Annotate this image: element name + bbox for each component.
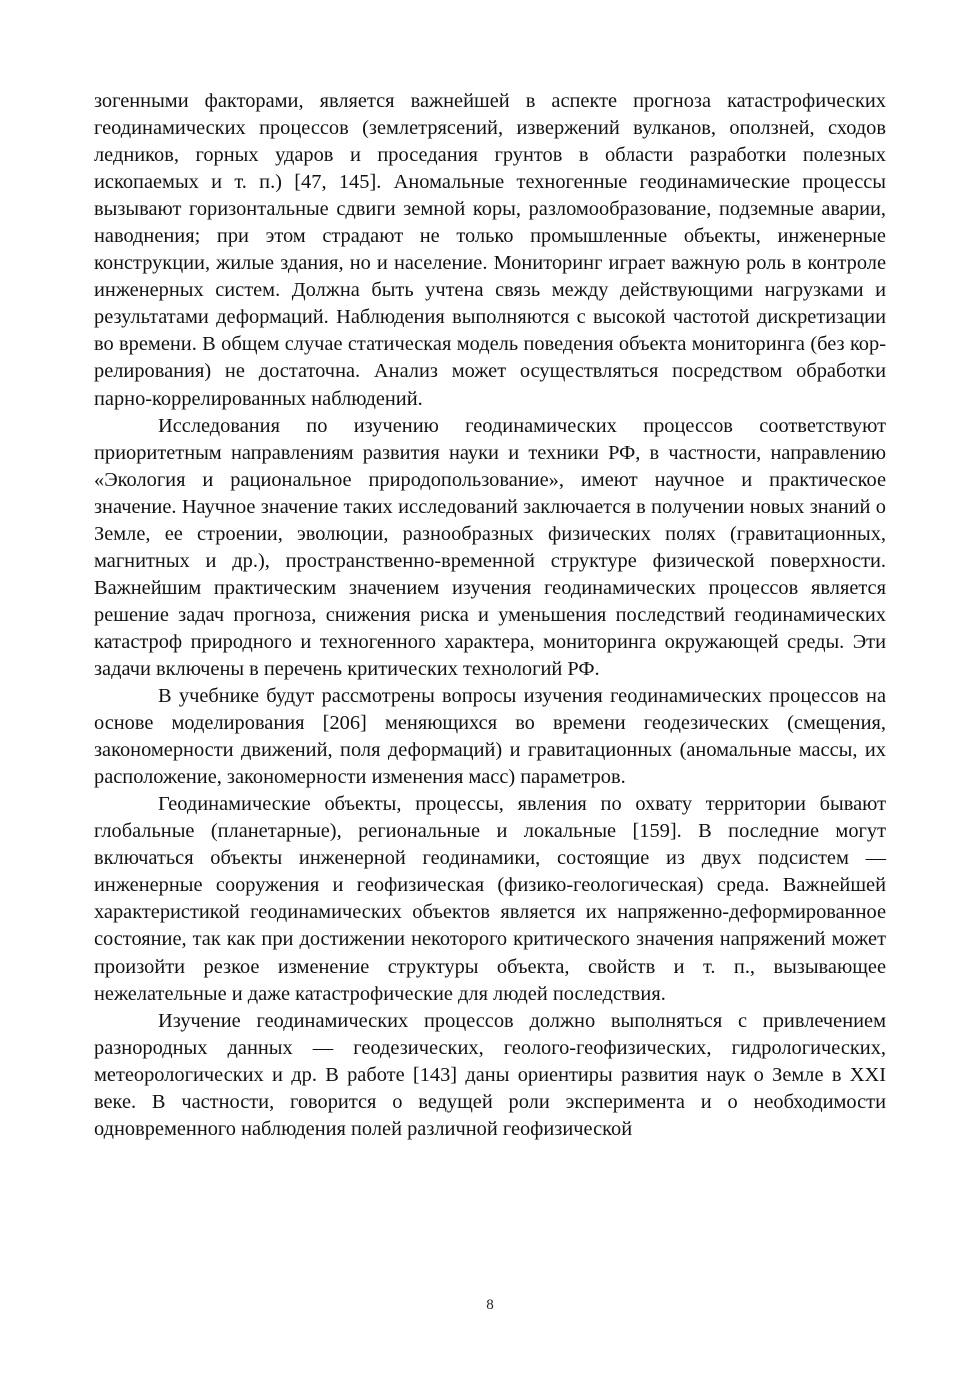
paragraph-research-priorities: Исследования по изучению геодинамических процессов соответствуют приоритетным направлениям развития науки и техники РФ, в частности, направлению «Экология и рациональное природопользование», имеют научное и практическое значение. Научное значение таких исследований заключается в получении новых знаний о Земле, ее строении, эволюции, разнообразных физических полях (гравитационных, магнитных и др.), пространственно-временной структуре физической поверхности. Важнейшим практическим значением изучения геодинамических процессов является решение задач прогноза, снижения риска и уменьшения последствий геодинамических катастроф природного и техногенного характера, мониторинга окружающей среды. Эти задачи включены в перечень критических технологий РФ. [94,414,886,680]
page-body [94,88,886,1143]
paragraph-geodynamic-objects: Геодинамические объекты, процессы, явления по охвату территории бывают глобальные (планетарные), региональные и локальные [159]. В последние могут включаться объекты инженерной геодинамики, состоящие из двух подсистем — инженерные сооружения и геофизическая (физико-геологическая) среда. Важнейшей характеристикой геодинамических объектов является их напряженно-деформированное состояние, так как при достижении некоторого критического значения напряжений может произойти резкое изменение структуры объекта, свойств и т. п., вызывающее нежелательные и даже катастрофические для людей последствия. [94,793,886,1005]
paragraph-textbook-scope: В учебнике будут рассмотрены вопросы изучения геодинамических процессов на основе моделирования [206] меняющихся во времени геодезических (смещения, закономерности движений, поля деформаций) и гравитационных (аномальные массы, их расположение, закономерности изменения масс) параметров. [94,685,886,789]
page-number: 8 [486,1297,494,1313]
paragraph-study-data: Изучение геодинамических процессов должно выполняться с привлечением разнородных данных — геодезических, геолого-геофизических, гидрологических, метеорологических и др. В работе [143] даны ориентиры развития наук о Земле в XXI веке. В частности, говорится о ведущей роли эксперимента и о необходимости одновременного наблюдения полей различной геофизической [94,1009,886,1140]
paragraph-continuation: зогенными факторами, является важнейшей в аспекте прогноза катастрофических геодинамических процессов (землетрясений, извержений вулканов, оползней, сходов ледников, горных ударов и проседания грунтов в области разработки полезных ископаемых и т. п.) [47, 145]. Аномальные техногенные геодинамические процессы вызывают горизонтальные сдвиги земной коры, разломообразование, подземные аварии, наводнения; при этом страдают не только промышленные объекты, инженерные конструкции, жилые здания, но и население. Мониторинг играет важную роль в контроле инженерных систем. Должна быть учтена связь между действующими нагрузками и результатами деформаций. Наблюдения выполняются с высокой частотой дискретизации во времени. В общем случае статическая модель поведения объекта мониторинга (без коррелирования) не достаточна. Анализ может осуществляться посредством обработки парно-коррелированных наблюдений. [94,90,886,410]
